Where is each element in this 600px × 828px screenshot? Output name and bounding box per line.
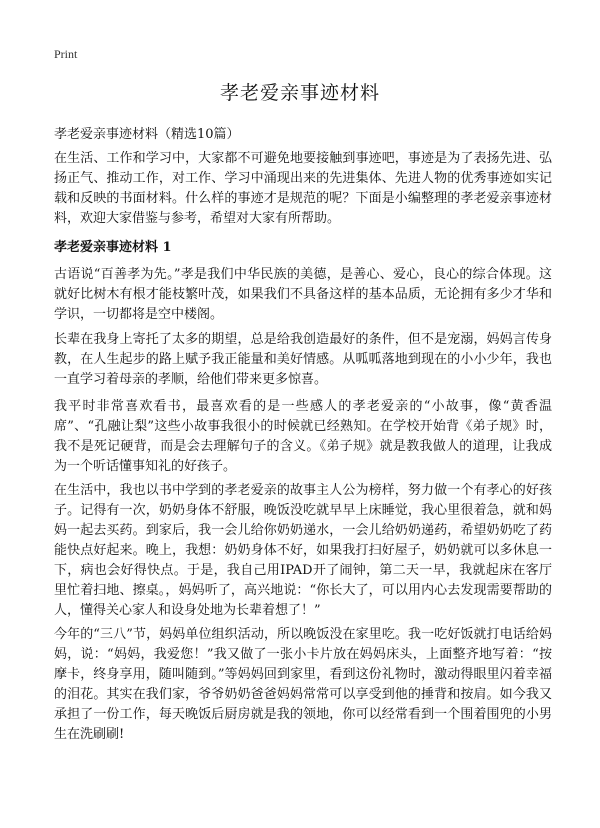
document-title: 孝老爱亲事迹材料	[219, 82, 380, 104]
print-link[interactable]: Print	[54, 47, 78, 61]
body-paragraph-1: 古语说“百善孝为先。”孝是我们中华民族的美德，是善心、爱心，良心的综合体现。这就好比树木有根才能枝繁叶茂，如果我们不具备这样的基本品质，无论拥有多少才华和学识，一切都将是空中楼阁。	[54, 267, 552, 322]
body-paragraph-3: 我平时非常喜欢看书，最喜欢看的是一些感人的孝老爱亲的“小故事，像“黄香温席”、“孔融让梨”这些小故事我很小的时候就已经熟知。在学校开始背《弟子规》时，我不是死记硬背，而是会去理解句子的含义。《弟子规》就是教我做人的道理，让我成为一个听话懂事知礼的好孩子。	[54, 399, 552, 474]
document-subtitle: 孝老爱亲事迹材料（精选10篇）	[54, 127, 240, 142]
body-paragraph-5: 今年的“三八”节，妈妈单位组织活动，所以晚饭没在家里吃。我一吃好饭就打电话给妈妈，说：“妈妈，我爱您！”我又做了一张小卡片放在妈妈床头，上面整齐地写着：“按摩卡，终身享用，随叫随到。”等妈妈回到家里，看到这份礼物时，激动得眼里闪着幸福的泪花。其实在我们家，爷爷奶奶爸爸妈妈常常可以享受到他的捶背和按肩。如今我又承担了一份工作，每天晚饭后厨房就是我的领地，你可以经常看到一个围着围兜的小男生在洗刷刷!	[54, 627, 552, 742]
section-heading: 孝老爱亲事迹材料 1	[54, 240, 172, 255]
body-paragraph-4: 在生活中，我也以书中学到的孝老爱亲的故事主人公为榜样，努力做一个有孝心的好孩子。记得有一次，奶奶身体不舒服，晚饭没吃就早早上床睡觉，我心里很着急，就和妈妈一起去买药。到家后，我一会儿给你奶奶递水，一会儿给奶奶递药，希望奶奶吃了药能快点好起来。晚上，我想：奶奶身体不好，如果我打扫好屋子，奶奶就可以多休息一下，病也会好得快点。于是，我自己用IPAD开了闹钟，第二天一早，我就起床在客厅里忙着扫地、擦桌。，妈妈听了，高兴地说：“你长大了，可以用内心去发现需要帮助的人，懂得关心家人和设身处地为长辈着想了！”	[54, 483, 552, 618]
body-paragraph-2: 长辈在我身上寄托了太多的期望，总是给我创造最好的条件，但不是宠溺，妈妈言传身教，在人生起步的路上赋予我正能量和美好情感。从呱呱落地到现在的小小少年，我也一直学习着母亲的孝顺，给他们带来更多惊喜。	[54, 332, 552, 387]
intro-paragraph: 在生活、工作和学习中，大家都不可避免地要接触到事迹吧，事迹是为了表扬先进、弘扬正气、推动工作，对工作、学习中涌现出来的先进集体、先进人物的优秀事迹如实记载和反映的书面材料。什么样的事迹才是规范的呢？下面是小编整理的孝老爱亲事迹材料，欢迎大家借鉴与参考，希望对大家有所帮助。	[54, 151, 552, 226]
